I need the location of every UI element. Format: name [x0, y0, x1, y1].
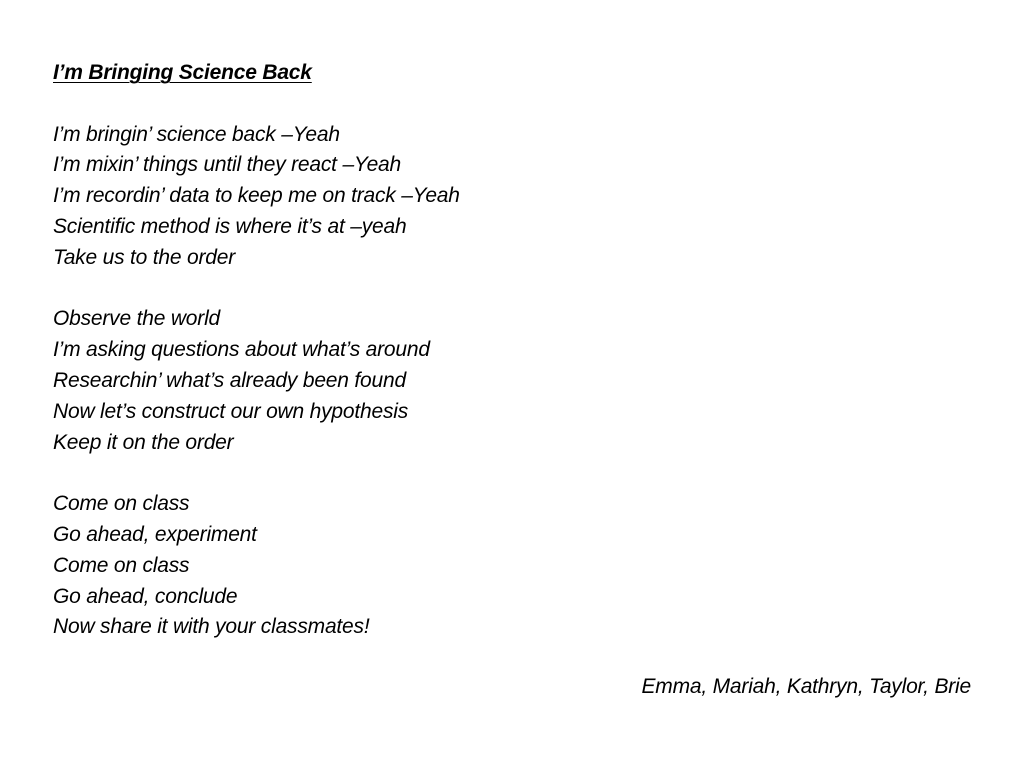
- stanza-1: [53, 120, 953, 274]
- lyric-line: Now let’s construct our own hypothesis: [53, 399, 409, 423]
- lyric-line: Keep it on the order: [53, 430, 234, 454]
- lyric-line: I’m recordin’ data to keep me on track –Yeah: [53, 184, 460, 208]
- lyric-line: I’m bringin’ science back –Yeah: [53, 122, 340, 146]
- lyric-line: Now share it with your classmates!: [53, 615, 370, 639]
- spacer: [53, 274, 953, 305]
- lyric-line: Go ahead, conclude: [53, 584, 238, 608]
- lyric-line: I’m asking questions about what’s around: [53, 338, 430, 362]
- spacer: [53, 89, 953, 120]
- spacer: [53, 458, 953, 489]
- authors-signature: Emma, Mariah, Kathryn, Taylor, Brie: [641, 675, 971, 698]
- lyric-line: Go ahead, experiment: [53, 522, 257, 546]
- lyric-line: Come on class: [53, 553, 190, 577]
- stanza-3: [53, 489, 953, 643]
- lyric-line: Scientific method is where it’s at –yeah: [53, 214, 407, 238]
- lyric-line: Take us to the order: [53, 245, 236, 269]
- lyric-line: Researchin’ what’s already been found: [53, 368, 406, 392]
- lyric-line: Come on class: [53, 492, 190, 516]
- stanza-2: [53, 304, 953, 458]
- lyric-line: Observe the world: [53, 307, 221, 331]
- lyric-line: I’m mixin’ things until they react –Yeah: [53, 153, 402, 177]
- song-title: I’m Bringing Science Back: [53, 61, 312, 84]
- lyrics-block: [53, 58, 953, 643]
